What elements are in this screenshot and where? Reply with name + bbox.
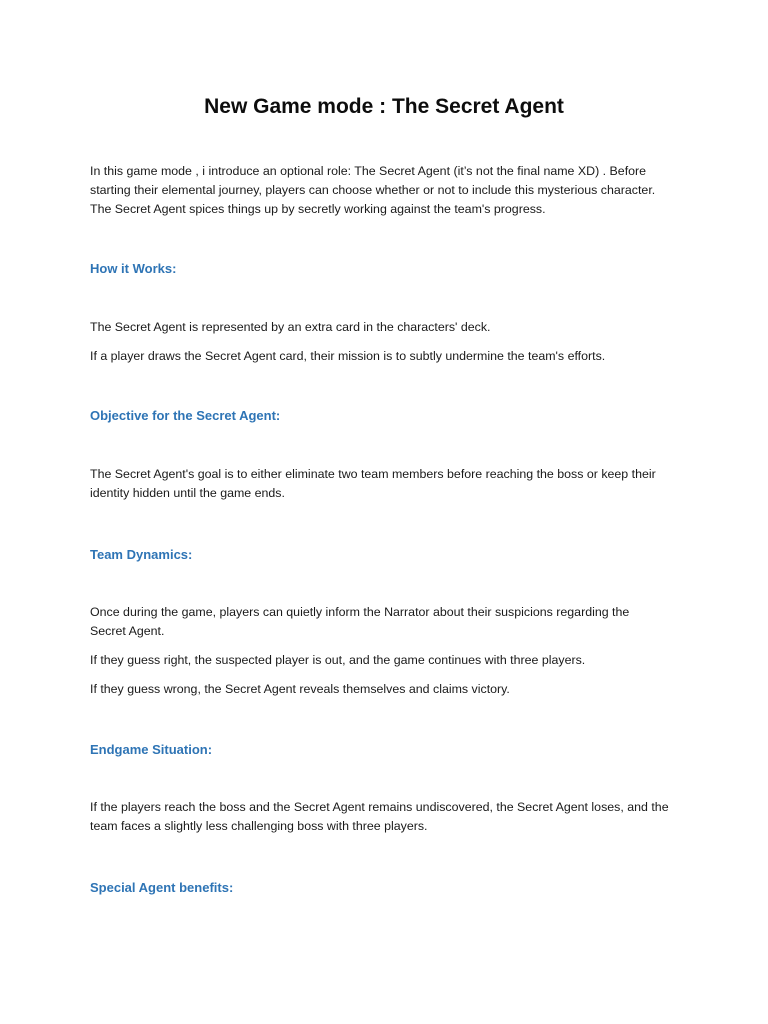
team-dynamics-heading: Team Dynamics: (90, 547, 193, 562)
objective-heading: Objective for the Secret Agent: (90, 408, 281, 423)
team-dynamics-paragraph-1: Once during the game, players can quietly inform the Narrator about their suspicions regarding the Secret Agent. (90, 605, 630, 638)
how-it-works-paragraph-1: The Secret Agent is represented by an extra card in the characters' deck. (90, 320, 491, 334)
intro-paragraph: In this game mode , i introduce an optional role: The Secret Agent (it’s not the final name XD) . Before starting their elemental journey, players can choose whether or not to include this mysterious character. The Secret Agent spices things up by secretly working against the team's progress. (90, 164, 656, 216)
objective-paragraph: The Secret Agent's goal is to either eliminate two team members before reaching the boss or keep their identity hidden until the game ends. (90, 467, 656, 500)
endgame-heading: Endgame Situation: (90, 742, 213, 757)
special-agent-benefits-heading: Special Agent benefits: (90, 880, 234, 895)
endgame-paragraph: If the players reach the boss and the Secret Agent remains undiscovered, the Secret Agent loses, and the team faces a slightly less challenging boss with three players. (90, 800, 669, 833)
how-it-works-heading: How it Works: (90, 261, 177, 276)
how-it-works-paragraph-2: If a player draws the Secret Agent card, their mission is to subtly undermine the team's efforts. (90, 349, 606, 363)
page-title: New Game mode : The Secret Agent (204, 95, 564, 118)
team-dynamics-paragraph-3: If they guess wrong, the Secret Agent reveals themselves and claims victory. (90, 682, 510, 696)
team-dynamics-paragraph-2: If they guess right, the suspected player is out, and the game continues with three players. (90, 653, 586, 667)
